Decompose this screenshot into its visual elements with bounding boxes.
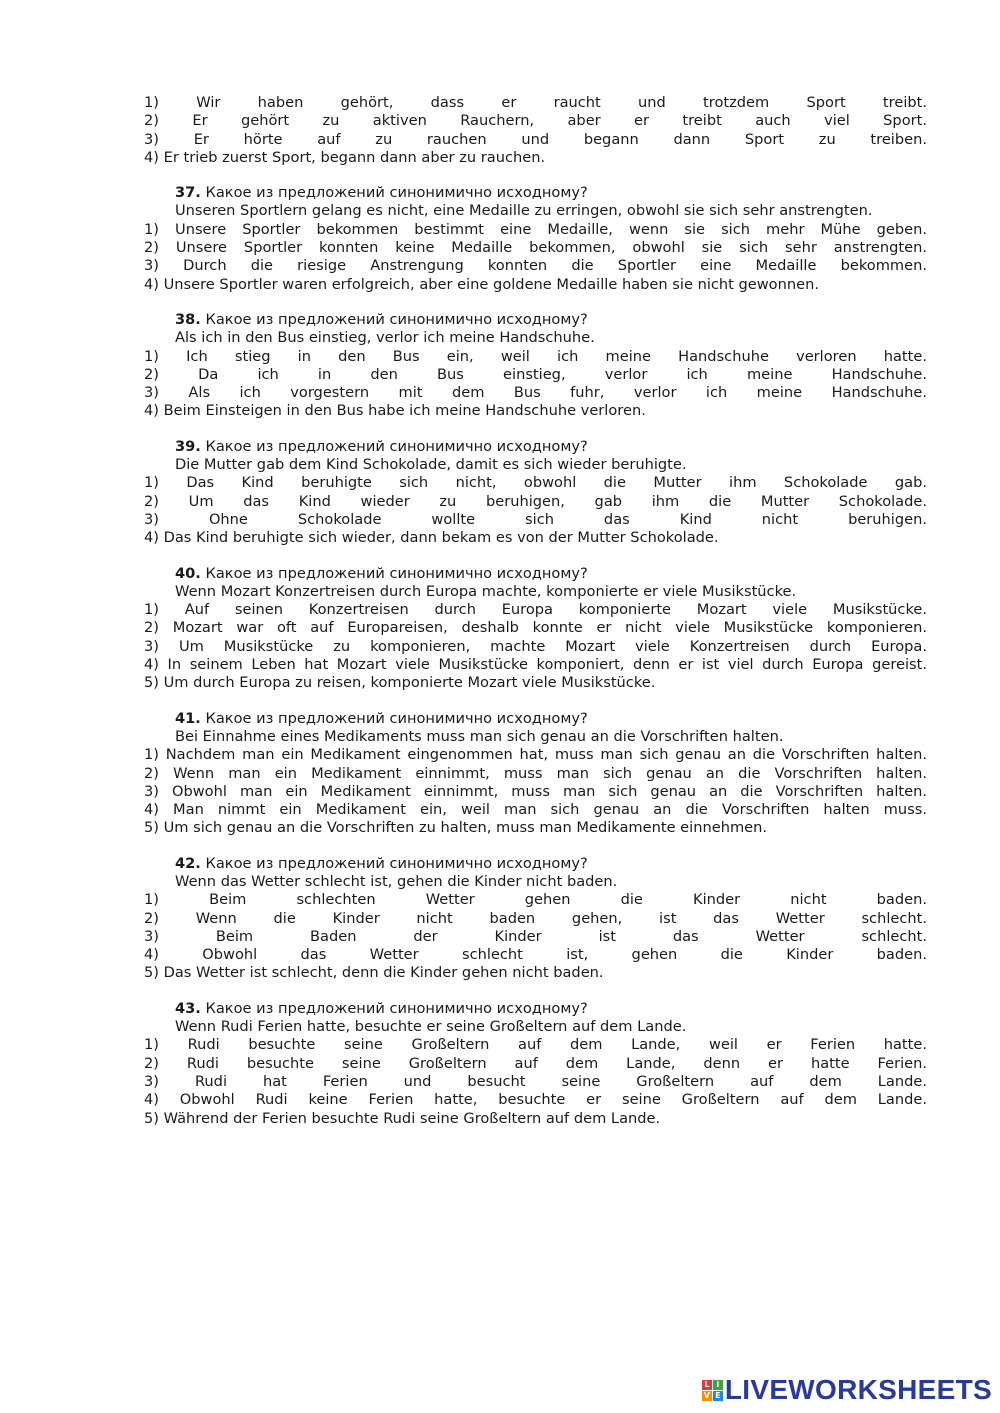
source-sentence: Unseren Sportlern gelang es nicht, eine Medaille zu erringen, obwohl sie sich sehr anstrengten. [175,202,873,220]
question-prompt: Какое из предложений синонимично исходному? [205,184,588,202]
question-block [144,1000,927,1128]
answer-option: 1) Auf seinen Konzertreisen durch Europa komponierte Mozart viele Musikstücke. [144,601,927,619]
question-block [144,565,927,693]
answer-option: 1) Beim schlechten Wetter gehen die Kinder nicht baden. [144,891,927,909]
question-block [144,710,927,838]
section-gap [144,167,927,184]
answer-option: 1) Rudi besuchte seine Großeltern auf dem Lande, weil er Ferien hatte. [144,1036,927,1054]
answer-option: 4) Obwohl das Wetter schlecht ist, gehen die Kinder baden. [144,946,927,964]
logo-letter: E [713,1391,723,1401]
question-prompt: Какое из предложений синонимично исходному? [205,437,588,455]
question-number: 41. [175,709,201,727]
question-number: 38. [175,310,201,328]
question-block [144,438,927,548]
answer-option: 2) Wenn man ein Medikament einnimmt, muss man sich genau an die Vorschriften halten. [144,764,927,782]
logo-letter: V [703,1390,710,1400]
answer-option: 3) Beim Baden der Kinder ist das Wetter schlecht. [144,927,927,945]
logo-mark-icon [702,1380,723,1401]
question-heading [144,311,927,329]
answer-option: 2) Unsere Sportler konnten keine Medaille bekommen, obwohl sie sich sehr anstrengten. [144,239,927,257]
question-number: 37. [175,184,201,202]
answer-option: 1) Wir haben gehört, dass er raucht und trotzdem Sport treibt. [144,94,927,111]
answer-option: 2) Wenn die Kinder nicht baden gehen, ist das Wetter schlecht. [144,909,927,927]
question-heading [144,855,927,873]
answer-option: 4) Obwohl Rudi keine Ferien hatte, besuchte er seine Großeltern auf dem Lande. [144,1091,927,1109]
answer-option: 4) Das Kind beruhigte sich wieder, dann bekam es von der Mutter Schokolade. [144,529,719,547]
question-block [144,311,927,421]
answer-option: 5) Um sich genau an die Vorschriften zu halten, muss man Medikamente einnehmen. [144,819,768,837]
question-prompt: Какое из предложений синонимично исходному? [205,709,588,727]
logo-text: LIVEWORKSHEETS [724,1374,992,1405]
source-sentence: Wenn das Wetter schlecht ist, gehen die Kinder nicht baden. [175,872,618,890]
question-heading [144,565,927,583]
question-number: 43. [175,999,201,1017]
answer-option: 3) Um Musikstücke zu komponieren, machte Mozart viele Konzertreisen durch Europa. [144,637,927,655]
answer-option: 3) Obwohl man ein Medikament einnimmt, muss man sich genau an die Vorschriften halten. [144,782,927,800]
source-sentence: Wenn Mozart Konzertreisen durch Europa machte, komponierte er viele Musikstücke. [175,582,797,600]
answer-option: 1) Das Kind beruhigte sich nicht, obwohl die Mutter ihm Schokolade gab. [144,474,927,492]
logo-letter: L [702,1380,712,1390]
answer-option: 2) Rudi besuchte seine Großeltern auf dem Lande, denn er hatte Ferien. [144,1054,927,1072]
question-number: 40. [175,564,201,582]
question-block [144,855,927,983]
liveworksheets-logo [702,1375,992,1405]
answer-option: 4) Beim Einsteigen in den Bus habe ich meine Handschuhe verloren. [144,402,646,420]
question-heading [144,1000,927,1018]
question-number: 42. [175,854,201,872]
section-gap [144,693,927,710]
answer-option: 4) In seinem Leben hat Mozart viele Musikstücke komponiert, denn er ist viel durch Europa gereist. [144,656,927,674]
answer-option: 2) Um das Kind wieder zu beruhigen, gab ihm die Mutter Schokolade. [144,492,927,510]
answer-option: 3) Ohne Schokolade wollte sich das Kind nicht beruhigen. [144,510,927,528]
question-heading [144,184,927,202]
question-heading [144,710,927,728]
section-gap [144,294,927,311]
source-sentence: Wenn Rudi Ferien hatte, besuchte er seine Großeltern auf dem Lande. [175,1018,687,1036]
section-gap [144,983,927,1000]
answer-option: 5) Das Wetter ist schlecht, denn die Kinder gehen nicht baden. [144,964,604,982]
source-sentence: Die Mutter gab dem Kind Schokolade, damit es sich wieder beruhigte. [175,456,687,474]
logo-letter: I [713,1380,723,1390]
worksheet-content [144,94,927,1128]
answer-option: 1) Unsere Sportler bekommen bestimmt eine Medaille, wenn sie sich mehr Mühe geben. [144,220,927,238]
answer-option: 1) Ich stieg in den Bus ein, weil ich meine Handschuhe verloren hatte. [144,347,927,365]
question-prompt: Какое из предложений синонимично исходному? [205,999,588,1017]
answer-option: 1) Nachdem man ein Medikament eingenommen hat, muss man sich genau an die Vorschriften halten. [144,746,927,764]
source-sentence: Bei Einnahme eines Medikaments muss man sich genau an die Vorschriften halten. [175,727,784,745]
answer-option: 4) Er trieb zuerst Sport, begann dann aber zu rauchen. [144,148,546,166]
answer-option: 5) Um durch Europa zu reisen, komponierte Mozart viele Musikstücke. [144,674,656,692]
answer-option: 3) Er hörte auf zu rauchen und begann dann Sport zu treiben. [144,130,927,148]
question-number: 39. [175,437,201,455]
section-gap [144,838,927,855]
question-heading [144,438,927,456]
answer-option: 4) Unsere Sportler waren erfolgreich, aber eine goldene Medaille haben sie nicht gewonnen. [144,275,819,293]
answer-option: 5) Während der Ferien besuchte Rudi seine Großeltern auf dem Lande. [144,1109,661,1127]
section-gap [144,548,927,565]
question-prompt: Какое из предложений синонимично исходному? [205,310,588,328]
question-block [144,94,927,167]
answer-option: 3) Rudi hat Ferien und besucht seine Großeltern auf dem Lande. [144,1072,927,1090]
source-sentence: Als ich in den Bus einstieg, verlor ich meine Handschuhe. [175,329,595,347]
question-prompt: Какое из предложений синонимично исходному? [205,854,588,872]
answer-option: 2) Er gehört zu aktiven Rauchern, aber er treibt auch viel Sport. [144,112,927,130]
answer-option: 2) Da ich in den Bus einstieg, verlor ich meine Handschuhe. [144,365,927,383]
answer-option: 3) Als ich vorgestern mit dem Bus fuhr, verlor ich meine Handschuhe. [144,384,927,402]
question-prompt: Какое из предложений синонимично исходному? [205,564,588,582]
answer-option: 4) Man nimmt ein Medikament ein, weil man sich genau an die Vorschriften halten muss. [144,801,927,819]
answer-option: 3) Durch die riesige Anstrengung konnten die Sportler eine Medaille bekommen. [144,257,927,275]
answer-option: 2) Mozart war oft auf Europareisen, deshalb konnte er nicht viele Musikstücke komponieren. [144,619,927,637]
question-block [144,184,927,294]
section-gap [144,421,927,438]
